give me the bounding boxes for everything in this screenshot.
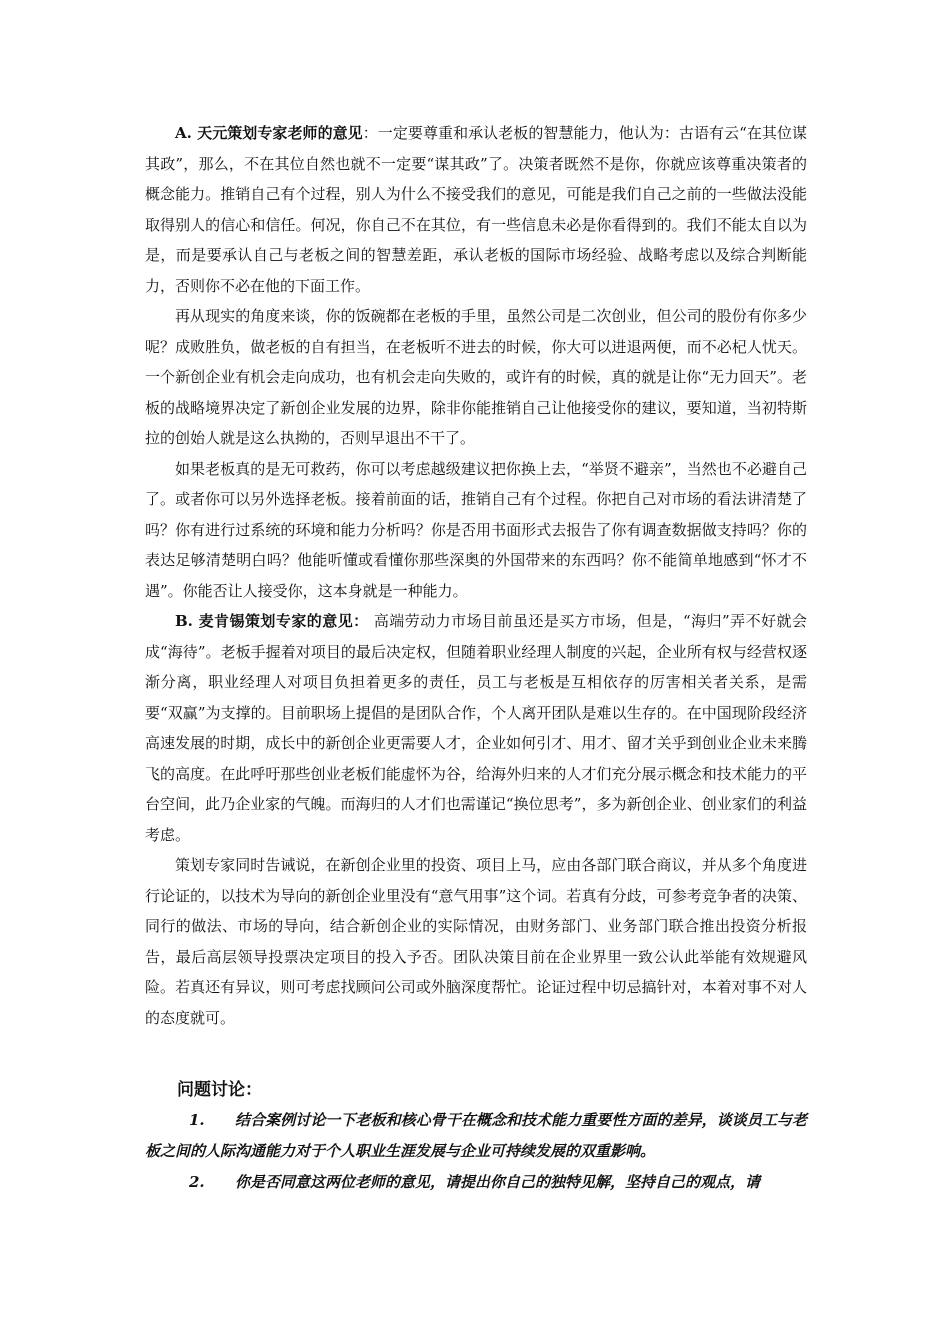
opinion-a-title: A. 天元策划专家老师的意见 (175, 124, 363, 142)
discussion-heading: 问题讨论： (177, 1080, 262, 1100)
paragraph-reality: 再从现实的角度来谈，你的饭碗都在老板的手里，虽然公司是二次创业，但公司的股份有你多少呢？成败胜负，做老板的自有担当，在老板听不进去的时候，你大可以进退两便，而不必杞人忧天。一个新创企业有机会走向成功，也有机会走向失败的，或许有的时候，真的就是让你“无力回天”。老板的战略境界决定了新创企业发展的边界，除非你能推销自己让他接受你的建议，要知道，当初特斯拉的创始人就是这么执拗的，否则早退出不干了。 (145, 307, 807, 447)
question-number: 1. (189, 1111, 205, 1129)
paragraph-hopeless-boss: 如果老板真的是无可救药，你可以考虑越级建议把你换上去，“举贤不避亲”，当然也不必避自己了。或者你可以另外选择老板。接着前面的话，推销自己有个过程。你把自己对市场的看法讲清楚了吗？你有进行过系统的环境和能力分析吗？你是否用书面形式去报告了你有调查数据做支持吗？你的表达足够清楚明白吗？他能听懂或看懂你那些深奥的外国带来的东西吗？你不能简单地感到“怀才不遇”。你能否让人接受你，这本身就是一种能力。 (145, 459, 807, 600)
discussion-question-1 (145, 1105, 807, 1167)
paragraph-opinion-a (145, 118, 807, 301)
opinion-b-title: B. 麦肯锡策划专家的意见： (175, 612, 369, 630)
opinion-b-text: 高端劳动力市场目前虽还是买方市场，但是，“海归”弄不好就会成“海待”。老板手握着对项目的最后决定权，但随着职业经理人制度的兴起，企业所有权与经营权逐渐分离，职业经理人对项目负担着更多的责任，员工与老板是互相依存的厉害相关者关系，是需要“双赢”为支撑的。目前职场上提倡的是团队合作，个人离开团队是难以生存的。在中国现阶段经济高速发展的时期，成长中的新创企业更需要人才，企业如何引才、用才、留才关乎到创业企业未来腾飞的高度。在此呼吁那些创业老板们能虚怀为谷，给海外归来的人才们充分展示概念和技术能力的平台空间，此乃企业家的气魄。而海归的人才们也需谨记“换位思考”，多为新创企业、创业家们的利益考虑。 (145, 612, 808, 844)
document-body (145, 118, 807, 1198)
discussion-question-2 (145, 1167, 807, 1198)
question-number: 2. (189, 1173, 205, 1191)
question-text: 结合案例讨论一下老板和核心骨干在概念和技术能力重要性方面的差异，谈谈员工与老板之间的人际沟通能力对于个人职业生涯发展与企业可持续发展的双重影响。 (145, 1111, 807, 1160)
opinion-a-text: ：一定要尊重和承认老板的智慧能力，他认为：古语有云“在其位谋其政”，那么，不在其位自然也就不一定要“谋其政”了。决策者既然不是你，你就应该尊重决策者的概念能力。推销自己有个过程，别人为什么不接受我们的意见，可能是我们自己之前的一些做法没能取得别人的信心和信任。何况，你自己不在其位，有一些信息未必是你看得到的。我们不能太自以为是，而是要承认自己与老板之间的智慧差距，承认老板的国际市场经验、战略考虑以及综合判断能力，否则你不必在他的下面工作。 (145, 124, 808, 295)
paragraph-opinion-b (145, 606, 807, 850)
paragraph-expert-advice: 策划专家同时告诫说，在新创企业里的投资、项目上马，应由各部门联合商议，并从多个角度进行论证的，以技术为导向的新创企业里没有“意气用事”这个词。若真有分歧，可参考竞争者的决策、同行的做法、市场的导向，结合新创企业的实际情况，由财务部门、业务部门联合推出投资分析报告，最后高层领导投票决定项目的投入予否。团队决策目前在企业界里一致公认此举能有效规避风险。若真还有异议，则可考虑找顾问公司或外脑深度帮忙。论证过程中切忌搞针对，本着对事不对人的态度就可。 (145, 856, 807, 1027)
question-text: 你是否同意这两位老师的意见，请提出你自己的独特见解，坚持自己的观点，请 (235, 1173, 761, 1191)
